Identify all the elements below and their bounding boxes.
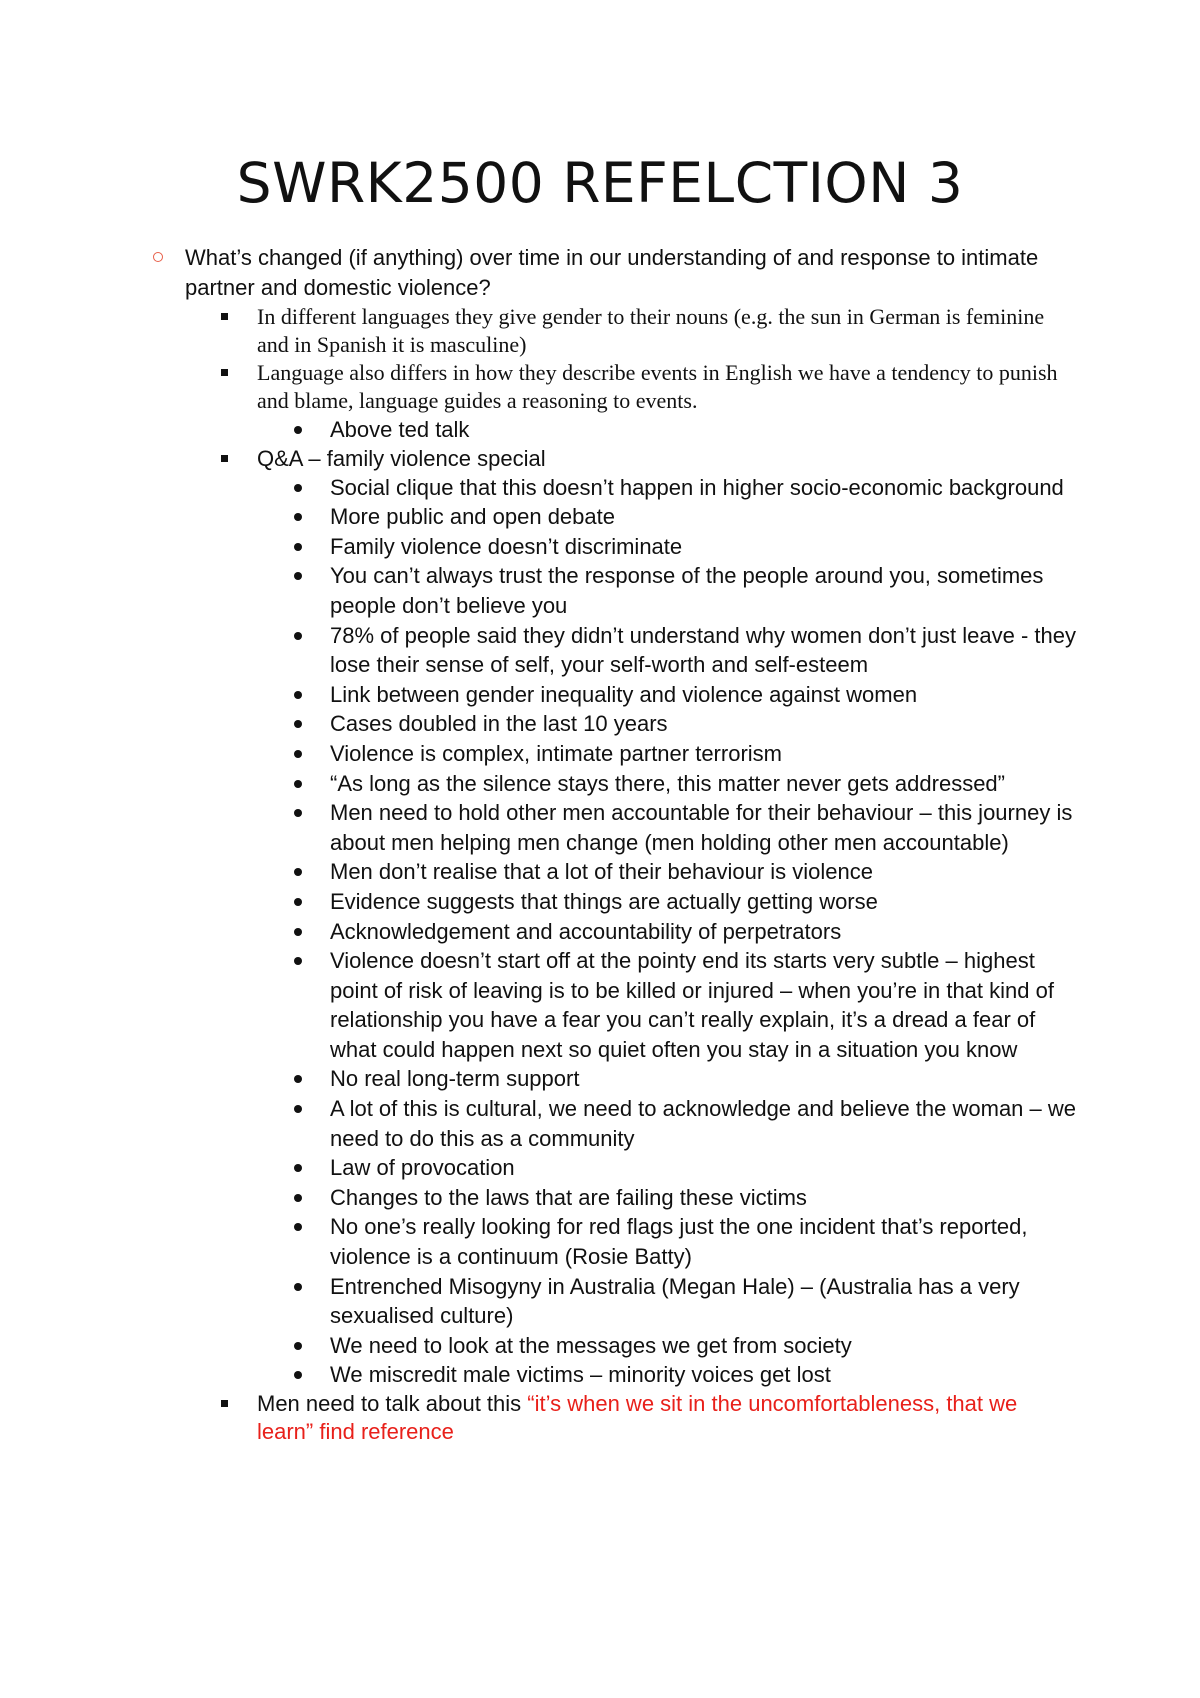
square-bullet-icon — [221, 1400, 228, 1407]
qa-list-item — [0, 1064, 1200, 1094]
final-point-prefix: Men need to talk about this — [257, 1391, 528, 1416]
square-bullet-icon — [221, 369, 228, 376]
qa-item-text: We need to look at the messages we get from society — [330, 1332, 852, 1358]
round-bullet-icon — [294, 484, 302, 492]
round-bullet-icon — [294, 1283, 302, 1291]
qa-item-text: Acknowledgement and accountability of perpetrators — [330, 918, 842, 944]
qa-item-text: Changes to the laws that are failing these victims — [330, 1184, 807, 1210]
qa-item-text: Evidence suggests that things are actually getting worse — [330, 888, 878, 914]
round-bullet-icon — [294, 1371, 302, 1379]
ted-talk-text: Above ted talk — [330, 417, 470, 442]
question-text: What’s changed (if anything) over time in our understanding of and response to intimate partner and domestic violence? — [185, 245, 1039, 300]
qa-list-item — [0, 739, 1200, 769]
qa-heading-text: Q&A – family violence special — [257, 445, 546, 471]
point-text: Language also differs in how they describe events in English we have a tendency to punish and blame, language guides a reasoning to events. — [257, 360, 1058, 413]
qa-item-text: No real long-term support — [330, 1066, 580, 1092]
square-bullet-icon — [221, 455, 228, 462]
point-text: In different languages they give gender to their nouns (e.g. the sun in German is feminine and in Spanish it is masculine) — [257, 304, 1045, 357]
qa-item-text: Family violence doesn’t discriminate — [330, 533, 683, 559]
qa-item-text: 78% of people said they didn’t understand why women don’t just leave - they lose their sense of self, your self-worth and self-esteem — [330, 622, 1077, 678]
round-bullet-icon — [294, 898, 302, 906]
qa-list-item — [0, 1212, 1200, 1271]
round-bullet-icon — [294, 572, 302, 580]
round-bullet-icon — [294, 780, 302, 788]
round-bullet-icon — [294, 543, 302, 551]
qa-list-item — [0, 1153, 1200, 1183]
qa-list-item — [0, 798, 1200, 857]
round-bullet-icon — [294, 809, 302, 817]
round-bullet-icon — [294, 1075, 302, 1083]
qa-heading-item — [0, 445, 1200, 473]
qa-item-text: Entrenched Misogyny in Australia (Megan Hale) – (Australia has a very sexualised culture) — [330, 1273, 1020, 1329]
qa-item-text: You can’t always trust the response of the people around you, sometimes people don’t believe you — [330, 563, 1044, 618]
notes-list — [0, 243, 1200, 1446]
ted-talk-item — [0, 415, 1200, 445]
qa-item-text: We miscredit male victims – minority voices get lost — [330, 1362, 831, 1388]
qa-item-text: Law of provocation — [330, 1155, 515, 1181]
qa-item-text: Men don’t realise that a lot of their behaviour is violence — [330, 859, 873, 885]
question-item — [0, 243, 1200, 303]
qa-list-item — [0, 946, 1200, 1064]
final-point-text — [257, 1390, 1077, 1446]
point-item — [0, 303, 1200, 359]
qa-list-item — [0, 857, 1200, 887]
round-bullet-icon — [294, 1342, 302, 1350]
qa-item-text: Link between gender inequality and violence against women — [330, 681, 918, 707]
point-item — [0, 359, 1200, 415]
qa-list-item — [0, 502, 1200, 532]
qa-item-text: Social clique that this doesn’t happen in higher socio-economic background — [330, 474, 1064, 500]
qa-item-text: No one’s really looking for red flags just the one incident that’s reported, violence is a continuum (Rosie Batty) — [330, 1214, 1028, 1270]
round-bullet-icon — [294, 513, 302, 521]
qa-item-text: Violence is complex, intimate partner terrorism — [330, 740, 782, 766]
qa-list-item — [0, 561, 1200, 620]
qa-list-item — [0, 709, 1200, 739]
qa-list-item — [0, 1331, 1200, 1361]
round-bullet-icon — [294, 1105, 302, 1113]
round-bullet-icon — [294, 928, 302, 936]
round-bullet-icon — [294, 720, 302, 728]
qa-item-text: Violence doesn’t start off at the pointy end its starts very subtle – highest point of risk of leaving is to be killed or injured – when you’re in that kind of relationship you have a fear you can’t really explain, it’s a dread a fear of what could happen next so quiet often you stay in a situation you know — [330, 948, 1054, 1062]
page-title: SWRK2500 REFELCTION 3 — [236, 151, 964, 215]
qa-list-item — [0, 1272, 1200, 1331]
qa-list-item — [0, 1183, 1200, 1213]
qa-list-item — [0, 532, 1200, 562]
qa-item-text: Men need to hold other men accountable for their behaviour – this journey is about men helping men change (men holding other men accountable) — [330, 800, 1073, 855]
round-bullet-icon — [294, 1164, 302, 1172]
qa-item-text: More public and open debate — [330, 504, 615, 530]
round-bullet-icon — [294, 1194, 302, 1202]
round-bullet-icon — [294, 426, 302, 434]
qa-list-item — [0, 473, 1200, 503]
round-bullet-icon — [294, 957, 302, 965]
qa-list-item — [0, 1094, 1200, 1153]
qa-item-text: “As long as the silence stays there, this matter never gets addressed” — [330, 770, 1005, 796]
qa-list-item — [0, 621, 1200, 680]
qa-list-item — [0, 917, 1200, 947]
qa-list-item — [0, 769, 1200, 799]
round-bullet-icon — [294, 868, 302, 876]
final-point-quote: “it’s when we sit in the uncomfortableness, that we learn” find reference — [257, 1391, 1018, 1444]
final-point-item — [0, 1390, 1200, 1446]
hollow-circle-bullet-icon — [153, 252, 163, 262]
square-bullet-icon — [221, 313, 228, 320]
round-bullet-icon — [294, 691, 302, 699]
qa-item-text: Cases doubled in the last 10 years — [330, 711, 668, 737]
qa-list-item — [0, 887, 1200, 917]
qa-items-list — [0, 473, 1200, 1390]
qa-list-item — [0, 1360, 1200, 1390]
qa-item-text: A lot of this is cultural, we need to acknowledge and believe the woman – we need to do this as a community — [330, 1096, 1077, 1151]
round-bullet-icon — [294, 1223, 302, 1231]
qa-list-item — [0, 680, 1200, 710]
round-bullet-icon — [294, 750, 302, 758]
round-bullet-icon — [294, 632, 302, 640]
